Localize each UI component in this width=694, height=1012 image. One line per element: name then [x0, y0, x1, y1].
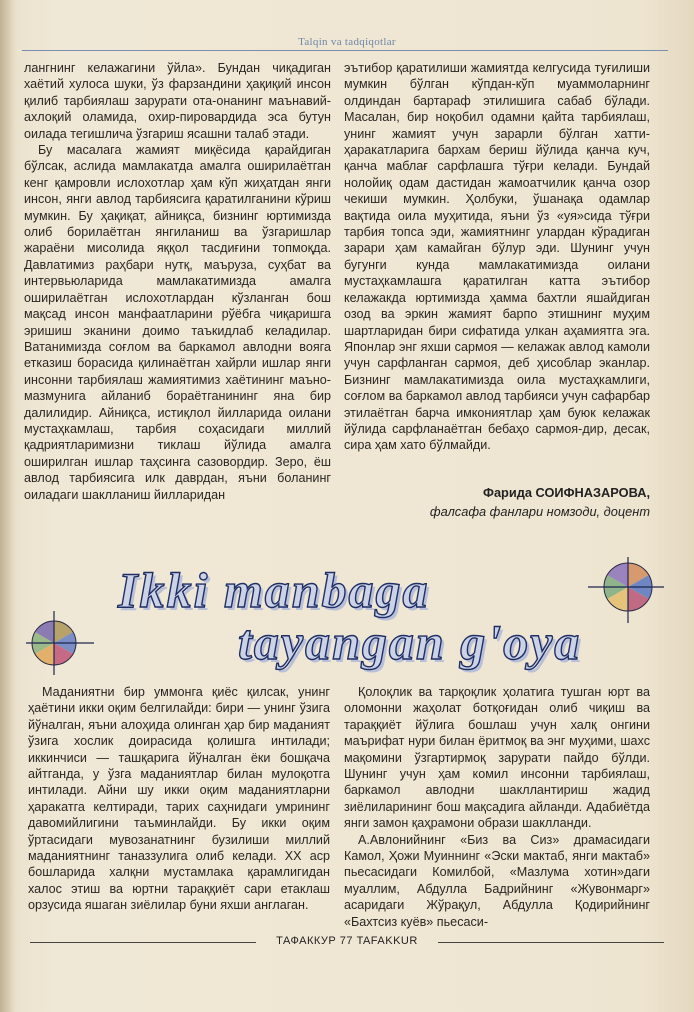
paragraph: эътибор қаратилиши жамиятда келгусида туғилиши мумкин бўлган кўпдан-кўп муаммоларнинг олдиндан бартараф этилишига сабаб бўлади. Масалан, бир ноқобил одамни қайта тарбиялаш, унинг жамият учун зарарли бўлган хатти-ҳаракатларига бархам бериш йўлида қанча куч, қанча маблағ сарфлашга тўғри келади. Бундай нолойиқ одам дастидан жамоатчилик қанча озор чекиши мумкин. Ҳолбуки, ўшанақа одамлар вақтида оила муҳитида, яъни ўз «уя»сида тўғри тарбия топса эди, жамиятнинг улардан кўрадиган зарари ҳам камайган бўлур эди. Шунинг учун бугунги кунда мамлакатимизда оилани мустаҳкамлашга қаратилган катта эътибор келажакда юртимизда ҳамма бахтли яшайдиган озод ва эркин жамият барпо этишнинг муҳим шартларидан бири сифатида улкан аҳамиятга эга. Японлар энг яхши сармоя — келажак авлод камоли учун сарфланган сармоя, деб ҳисоблар эканлар. Бизнинг мамлакатимизда оила мустаҳкамлиги, соғлом ва баркамол авлод тарбияси учун сафарбар этилаётган барча имкониятлар ҳам буюк келажак йўлида сарфланаётган бебаҳо сармоя-дир, десак, сира ҳам хато бўлмайди.: [344, 61, 650, 453]
header-rule: [22, 50, 668, 51]
paragraph: Қолоқлик ва тарқоқлик ҳолатига тушган юрт ва оломонни жаҳолат ботқоғидан олиб чиқиш ва тараққиёт йўлига бошлаш учун халқ онгини маърифат нури билан ёритмоқ ва энг муҳими, шахс мақомини ўзгартирмоқ зарурати пайдо бўлди. Шунинг учун ҳам комил инсонни тарбиялаш, баркамол авлодни шакллантириш жадид зиёлиларининг бош мақсадига айланди. Адабиётда янги замон қаҳрамони образи шаклланди.: [344, 685, 650, 831]
color-wheel-icon: [586, 555, 666, 625]
article2-title: [20, 555, 674, 675]
running-header: Talqin va tadqiqotlar: [298, 36, 396, 48]
article2-left-column: [28, 684, 330, 914]
paragraph: А.Авлонийнинг «Биз ва Сиз» драмасидаги Камол, Ҳожи Муиннинг «Эски мактаб, янги мактаб» пьесасидаги Комилбой, «Мазлума хотин»даги муаллим, Абдулла Бадрийнинг «Жувонмарг» асаридаги Жўрақул, Абдулла Қодирийнинг «Бахтсиз куёв» пьесаси-: [344, 832, 650, 929]
article2-right-column: [344, 684, 650, 930]
color-wheel-icon: [24, 607, 96, 679]
article1-right-column: [344, 60, 650, 454]
paragraph: лангнинг келажагини ўйла». Бундан чиқадиган хаётий хулоса шуки, ўз фарзандини ҳақиқий инсон қилиб тарбиялаш зарурати ота-онанинг маънавий-ахлоқий оламида, охир-пировардида эса бутун оилада тегишлича ўзгариш ясашни талаб этади.: [24, 61, 331, 141]
article2-title-line1: Ikki manbaga: [118, 562, 430, 618]
author-title: фалсафа фанлари номзоди, доцент: [429, 504, 650, 519]
page-footer: ТАФАККУР 77 TAFAKKUR: [276, 935, 418, 947]
footer-rule-right: [438, 942, 664, 943]
footer-rule-left: [30, 942, 256, 943]
author-signature: [344, 485, 650, 519]
paragraph: Маданиятни бир уммонга қиёс қилсак, унинг ҳаётини икки оқим белгилайди: бири — унинг ўзига йўналган, яъни алоҳида олинган ҳар бир маданият ўзига хослик доирасида қолишга интилади; иккинчиси — ташқарига йўналган ёки бошқача айтганда, у ўзга маданиятлар билан мулоқотга интилади. Айни шу икки оқим маданиятларни ҳаракатга келтиради, тарих саҳнидаги умрининг давомийлигини таъминлайди. Бу икки оқим ўртасидаги мувозанатнинг бузилиши миллий маданиятнинг таназзулига олиб келади. XX аср бошларида халқни мустамлака қарамлигидан халос этиш ва юртни тараққиёт сари етаклаш орзусида яшаган зиёлилар буни яхши англаган.: [28, 685, 330, 913]
paragraph: Бу масалага жамият миқёсида қарайдиган бўлсак, аслида мамлакатда амалга оширилаётган кенг қамровли ислохотлар ҳам кўп жиҳатдан янги инсон, янги авлод тарбиясига қаратилганини кўриш мумкин. Бу ҳақиқат, айниқса, бизнинг юртимизда олиб борилаётган янгиланиш ва ўзгаришлар жараёни мисолида яққол тасдиғини топмоқда. Давлатимиз раҳбари нутқ, маъруза, суҳбат ва интервьюларида мамлакатимизда амалга оширилаётган ислохотлардан кўзланган бош мақсад инсон манфаатларини рўёбга чиқаришга эришиш эканини доимо таъкидлаб келадилар. Ватанимизда соғлом ва баркамол авлодни вояга етказиш борасида қилинаётган хайрли ишлар янги инсонни тарбиялаш жамиятимиз хаётининг маъно-мазмунига айланиб бораётганининг яна бир далилидир. Айниқса, истиқлол йилларида оилани мустаҳкамлаш, тарбия соҳасидаги миллий қадриятларимизни тиклаш йўлида амалга оширилган ишлар таҳсинга сазовордир. Зеро, ёш авлод тарбиясига илк даврдан, яъни боланинг оиладаги шаклланиш йилларидан: [24, 143, 331, 502]
author-name: Фарида СОИФНАЗАРОВА,: [483, 485, 650, 500]
article1-left-column: [24, 60, 331, 503]
page-edge-shadow: [0, 0, 14, 1012]
article2-title-line2: tayangan g'oya: [238, 614, 582, 670]
